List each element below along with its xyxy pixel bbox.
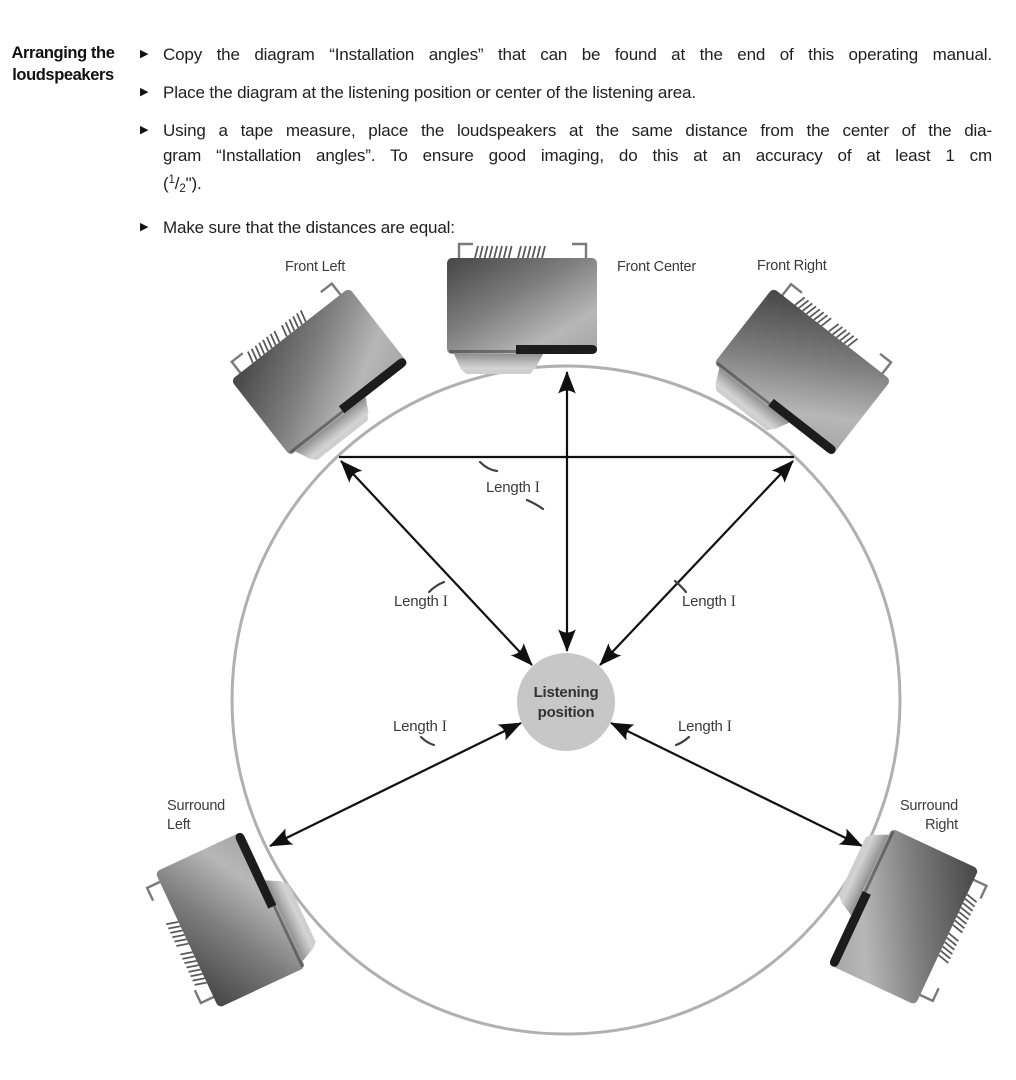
label-surround-left-line2: Left — [167, 817, 191, 833]
fraction-denominator: 2 — [179, 183, 186, 195]
leader-tick — [480, 462, 497, 471]
section-heading-line2: loudspeakers — [12, 66, 114, 84]
label-front-left: Front Left — [285, 259, 346, 275]
bullet-triangle-icon: ▶ — [140, 124, 149, 136]
bullet-text-line: Place the diagram at the listening position or center of the listening area. — [163, 83, 696, 102]
bullet-text-line: gram “Installation angles”. To ensure good imaging, do this at an accuracy of at least 1 cm — [163, 146, 992, 165]
speaker-surround-left — [142, 823, 323, 1014]
fraction-numerator: 1 — [168, 174, 175, 186]
length-label-word: Length — [682, 593, 727, 610]
label-front-center: Front Center — [617, 259, 696, 275]
label-surround-left-line1: Surround — [167, 798, 226, 814]
listening-position-circle — [517, 653, 615, 751]
length-label-mid-right — [682, 593, 736, 610]
listening-position-label-line2: position — [537, 704, 595, 721]
leader-tick — [675, 581, 686, 592]
bullet-triangle-icon: ▶ — [140, 221, 149, 233]
length-label-word: Length — [394, 593, 439, 610]
speaker-surround-right — [810, 820, 991, 1011]
length-label-word: Length — [393, 718, 438, 735]
leader-tick — [421, 737, 434, 745]
speaker-front-left — [222, 277, 420, 472]
length-label-numeral: I — [726, 718, 732, 735]
arrow-surround-left — [270, 723, 521, 846]
label-front-right: Front Right — [757, 258, 827, 274]
section-heading-line1: Arranging the — [11, 44, 115, 62]
fraction-open: ( — [163, 174, 169, 193]
bullet-text-line: Using a tape measure, place the loudspeakers at the same distance from the center of the dia- — [163, 121, 992, 140]
bullet-triangle-icon: ▶ — [140, 48, 149, 60]
speaker-front-right — [701, 277, 899, 472]
bullet-text-line: Make sure that the distances are equal: — [163, 218, 455, 237]
arrow-surround-right — [611, 723, 862, 846]
length-label-word: Length — [486, 479, 531, 496]
speaker-front-center — [447, 244, 597, 374]
label-surround-right-line2: Right — [925, 817, 958, 833]
bullet-text-line: Copy the diagram “Installation angles” that can be found at the end of this operating manual. — [163, 45, 992, 64]
leader-tick — [676, 737, 689, 745]
length-label-numeral: I — [730, 593, 736, 610]
length-label-numeral: I — [442, 593, 448, 610]
label-surround-right-line1: Surround — [899, 798, 958, 814]
leader-tick — [429, 582, 444, 592]
fraction-close: "). — [185, 174, 202, 193]
fraction-slash: / — [174, 174, 180, 193]
length-label-bottom-right — [678, 718, 732, 735]
length-label-numeral: I — [534, 479, 540, 496]
length-label-numeral: I — [441, 718, 447, 735]
length-label-bottom-left — [393, 718, 447, 735]
length-label-top — [486, 479, 540, 496]
listening-position-label-line1: Listening — [533, 684, 599, 701]
leader-tick — [527, 500, 543, 509]
length-label-mid-left — [394, 593, 448, 610]
length-label-word: Length — [678, 718, 723, 735]
arrow-front-right — [600, 461, 793, 665]
bullet-triangle-icon: ▶ — [140, 86, 149, 98]
